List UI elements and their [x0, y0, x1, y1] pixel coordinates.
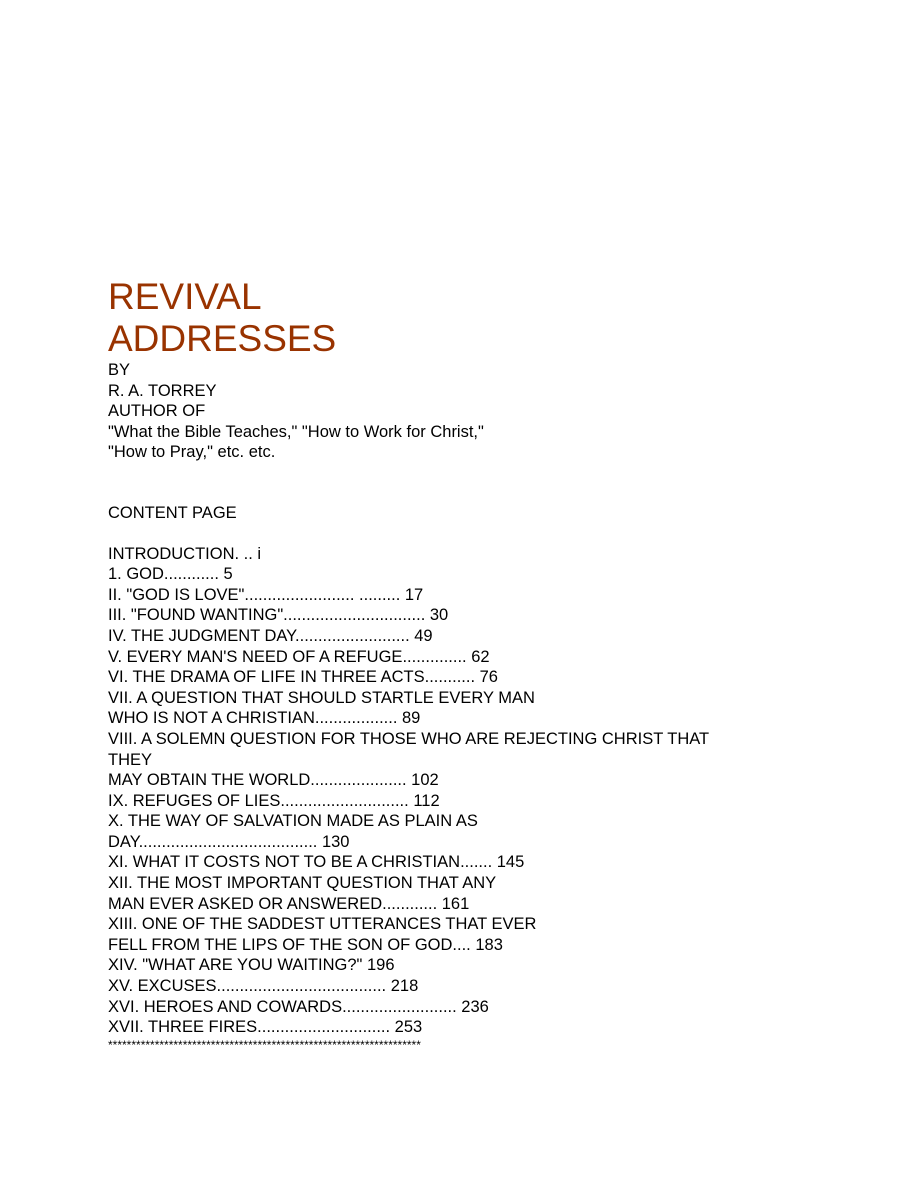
- byline-works-2: "How to Pray," etc. etc.: [108, 443, 276, 462]
- contents-line: XVI. HEROES AND COWARDS......................... 236: [108, 997, 489, 1016]
- contents-line: III. "FOUND WANTING"............................... 30: [108, 606, 449, 625]
- contents-line: VI. THE DRAMA OF LIFE IN THREE ACTS........... 76: [108, 668, 498, 687]
- contents-line: XV. EXCUSES..................................... 218: [108, 977, 419, 996]
- document-content: [108, 276, 808, 1052]
- byline-author: R. A. TORREY: [108, 381, 217, 400]
- contents-line: XI. WHAT IT COSTS NOT TO BE A CHRISTIAN....... 145: [108, 853, 525, 872]
- contents-line: INTRODUCTION. .. i: [108, 544, 262, 563]
- contents-line: XVII. THREE FIRES............................. 253: [108, 1018, 423, 1037]
- contents-line: X. THE WAY OF SALVATION MADE AS PLAIN AS: [108, 812, 478, 831]
- spacer: [108, 463, 808, 503]
- contents-list: [108, 544, 808, 1038]
- contents-line: IV. THE JUDGMENT DAY......................... 49: [108, 626, 433, 645]
- contents-line: FELL FROM THE LIPS OF THE SON OF GOD.... 183: [108, 935, 503, 954]
- contents-line: XII. THE MOST IMPORTANT QUESTION THAT ANY: [108, 874, 497, 893]
- contents-line: XIV. "WHAT ARE YOU WAITING?" 196: [108, 956, 395, 975]
- contents-line: MAY OBTAIN THE WORLD..................... 102: [108, 771, 439, 790]
- byline-by: BY: [108, 361, 131, 379]
- contents-line: VII. A QUESTION THAT SHOULD STARTLE EVERY MAN: [108, 688, 535, 707]
- contents-line: VIII. A SOLEMN QUESTION FOR THOSE WHO ARE REJECTING CHRIST THAT: [108, 729, 710, 748]
- contents-line: II. "GOD IS LOVE"........................ ......... 17: [108, 585, 424, 604]
- contents-line: WHO IS NOT A CHRISTIAN.................. 89: [108, 709, 421, 728]
- contents-line: THEY: [108, 750, 153, 769]
- contents-line: V. EVERY MAN'S NEED OF A REFUGE.............. 62: [108, 647, 490, 666]
- byline-works-1: "What the Bible Teaches," "How to Work for Christ,": [108, 422, 484, 441]
- contents-heading: CONTENT PAGE: [108, 503, 237, 522]
- contents-line: XIII. ONE OF THE SADDEST UTTERANCES THAT EVER: [108, 915, 537, 934]
- contents-line: 1. GOD............ 5: [108, 565, 233, 584]
- asterisk-separator: *******************************************************************: [108, 1037, 421, 1052]
- book-title-line-2: ADDRESSES: [108, 318, 337, 359]
- contents-line: DAY....................................... 130: [108, 832, 350, 851]
- contents-line: MAN EVER ASKED OR ANSWERED............ 161: [108, 894, 470, 913]
- book-title-line-1: REVIVAL: [108, 276, 262, 317]
- byline-author-of: AUTHOR OF: [108, 402, 206, 421]
- contents-line: IX. REFUGES OF LIES............................ 112: [108, 791, 440, 810]
- spacer: [108, 524, 808, 544]
